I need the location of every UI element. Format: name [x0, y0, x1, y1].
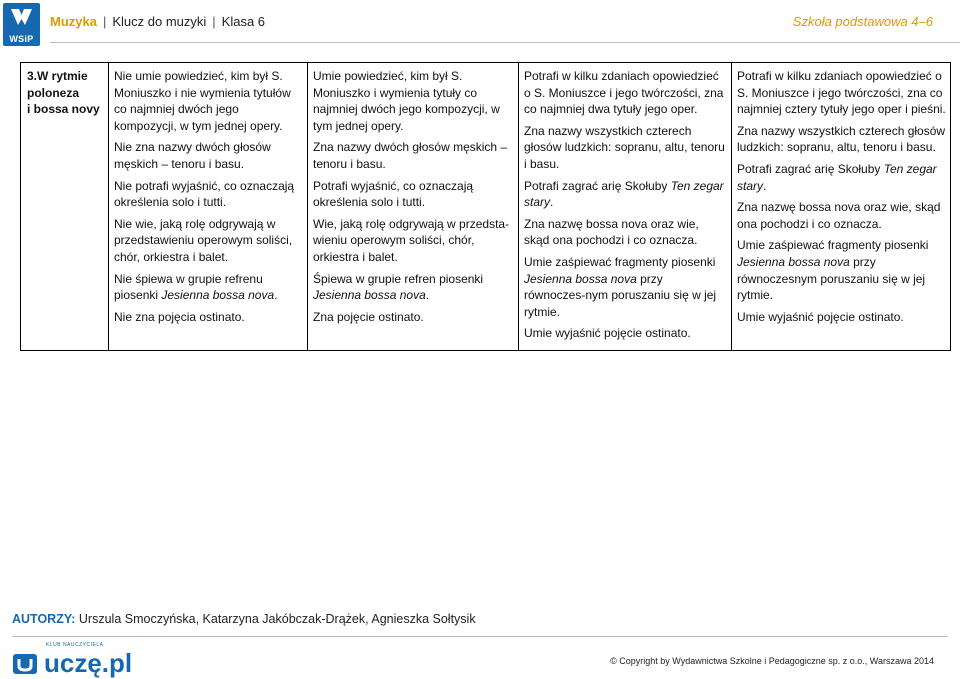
subject-title: Muzyka: [50, 14, 97, 29]
requirement-text: [524, 216, 727, 249]
requirement-text: [524, 123, 727, 173]
requirement-fragment: Zna nazwy dwóch głosów męskich – tenoru i basu.: [313, 140, 508, 171]
requirement-text: [313, 68, 514, 134]
song-title: Jesienna bossa nova: [313, 288, 426, 303]
requirement-fragment: .: [763, 178, 767, 193]
grade-column-2: [308, 63, 519, 351]
song-title: Jesienna bossa nova: [161, 288, 275, 303]
grade-column-1: [109, 63, 308, 351]
topic-line: 3.W rytmie: [27, 69, 88, 83]
club-label: KLUB NAUCZYCIELA: [46, 642, 104, 648]
requirement-fragment: Zna nazwę bossa nova oraz wie, skąd ona pochodzi i co oznacza.: [737, 200, 941, 231]
requirement-fragment: Zna nazwę bossa nova oraz wie, skąd ona pochodzi i co oznacza.: [524, 216, 699, 248]
requirement-fragment: .: [425, 288, 430, 303]
requirement-text: [114, 68, 303, 134]
requirement-text: [524, 68, 727, 118]
requirement-fragment: Potrafi w kilku zdaniach opowiedzieć o S. Moniuszce i jego twórczości, zna co najmniej cztery tytuły jego oper i pieśni.: [737, 69, 946, 117]
requirement-fragment: .: [550, 195, 554, 210]
school-level: Szkoła podstawowa 4–6: [792, 14, 933, 29]
requirement-fragment: Nie wie, jaką rolę odgrywają w przedstawieniu operowym soliści, chór, orkiestra i balet.: [114, 216, 293, 264]
ucze-logo: [12, 642, 133, 679]
requirement-text: [737, 199, 946, 232]
requirement-fragment: Nie potrafi wyjaśnić, co oznaczają określenia solo i tutti.: [114, 178, 295, 210]
ucze-logo-text: uczę.pl: [44, 648, 133, 678]
requirement-fragment: Nie śpiewa w grupie refrenu piosenki: [114, 271, 263, 303]
requirement-text: [737, 68, 946, 118]
authors-names: Urszula Smoczyńska, Katarzyna Jakóbczak-Drążek, Agnieszka Sołtysik: [78, 612, 476, 626]
requirement-text: [313, 309, 514, 326]
requirement-fragment: Umie wyjaśnić pojęcie ostinato.: [737, 309, 904, 324]
requirement-fragment: Nie umie powiedzieć, kim był S. Moniuszko i nie wymienia tytułów co najmniej dwóch jego kompozycji, w tym jednej opery.: [114, 69, 291, 133]
requirement-fragment: Umie powiedzieć, kim był S. Moniuszko i wymienia tytuły co najmniej dwóch jego kompozycji, w tym jednej opery.: [313, 69, 500, 133]
wsip-logo-text: WSiP: [9, 34, 34, 44]
requirement-text: [114, 309, 303, 326]
requirement-fragment: przy równoczes-nym poruszaniu się w jej rytmie.: [524, 271, 717, 319]
requirement-fragment: Wie, jaką rolę odgrywają w przedsta-wieniu operowym soliści, chór, orkiestra i balet.: [313, 216, 510, 264]
requirement-fragment: Potrafi w kilku zdaniach opowiedzieć o S. Moniuszce i jego twórczości, zna co najmniej dwa tytuły jego oper.: [524, 69, 724, 117]
requirement-text: [737, 237, 946, 303]
requirements-table: [20, 62, 951, 351]
grade-column-3: [519, 63, 732, 351]
requirement-text: [114, 216, 303, 266]
song-title: Ten zegar stary: [524, 178, 724, 210]
requirement-text: [524, 254, 727, 320]
song-title: Ten zegar stary: [737, 161, 937, 193]
requirement-text: [524, 325, 727, 342]
requirement-fragment: Śpiewa w grupie refren piosenki: [313, 271, 484, 286]
requirement-fragment: Zna nazwy wszystkich czterech głosów ludzkich: sopranu, altu, tenoru i basu.: [737, 123, 946, 155]
requirement-fragment: Nie zna nazwy dwóch głosów męskich – tenoru i basu.: [114, 140, 271, 171]
requirement-text: [313, 139, 514, 172]
requirement-fragment: Potrafi zagrać arię Skołuby: [737, 161, 884, 176]
requirement-text: [737, 309, 946, 326]
wsip-logo: [3, 3, 40, 46]
header-divider: [50, 42, 960, 43]
requirement-fragment: Potrafi wyjaśnić, co oznaczają określenia solo i tutti.: [313, 178, 474, 210]
song-title: Jesienna bossa nova: [737, 254, 850, 269]
grade-column-4: [732, 63, 951, 351]
page-header: Muzyka | Klucz do muzyki | Klasa 6: [50, 14, 266, 29]
footer-divider: [12, 636, 948, 637]
requirement-fragment: Umie wyjaśnić pojęcie ostinato.: [524, 326, 691, 341]
requirement-text: [313, 271, 514, 304]
song-title: Jesienna bossa nova: [524, 271, 637, 286]
requirement-text: [114, 271, 303, 304]
table-row: [21, 63, 951, 351]
requirement-text: [114, 139, 303, 172]
topic-cell: [21, 63, 109, 351]
requirement-text: [524, 178, 727, 211]
authors-label: AUTORZY:: [12, 612, 76, 626]
topic-line: i bossa novy: [27, 102, 100, 117]
requirement-text: [737, 161, 946, 194]
grade-label: Klasa 6: [221, 14, 266, 29]
requirement-fragment: Zna nazwy wszystkich czterech głosów ludzkich: sopranu, altu, tenoru i basu.: [524, 123, 725, 171]
copyright-text: © Copyright by Wydawnictwa Szkolne i Pedagogiczne sp. z o.o., Warszawa 2014: [610, 656, 934, 666]
requirement-fragment: .: [274, 288, 278, 303]
requirement-fragment: Zna pojęcie ostinato.: [313, 309, 424, 324]
ucze-logo-icon: [12, 652, 38, 676]
requirement-fragment: Umie zaśpiewać fragmenty piosenki: [737, 238, 929, 253]
requirement-fragment: Potrafi zagrać arię Skołuby: [524, 178, 671, 193]
requirement-fragment: przy równoczesnym poruszaniu się w jej rytmie.: [737, 254, 926, 303]
series-title: Klucz do muzyki: [112, 14, 207, 29]
requirement-text: [114, 178, 303, 211]
requirement-fragment: Umie zaśpiewać fragmenty piosenki: [524, 254, 716, 269]
authors-line: [12, 612, 476, 626]
requirement-text: [313, 178, 514, 211]
requirement-text: [737, 123, 946, 156]
requirement-text: [313, 216, 514, 266]
wsip-logo-icon: [9, 7, 34, 29]
requirement-fragment: Nie zna pojęcia ostinato.: [114, 309, 245, 324]
topic-line: poloneza: [27, 85, 80, 100]
